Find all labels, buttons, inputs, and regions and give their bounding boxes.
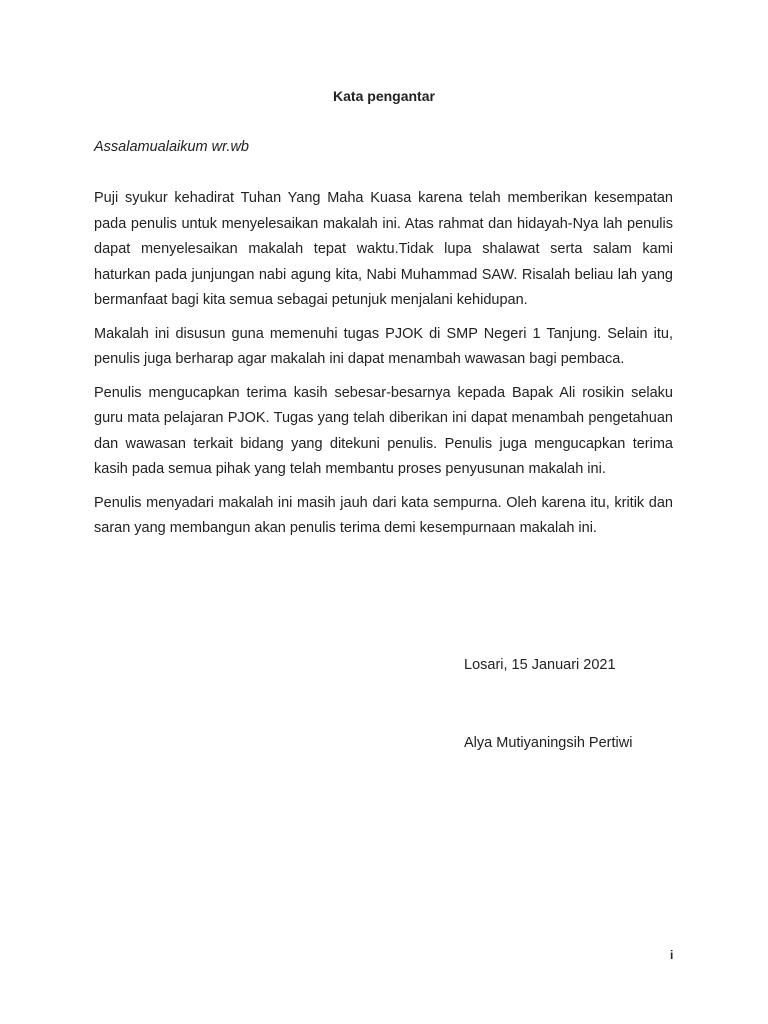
author-name: Alya Mutiyaningsih Pertiwi [464,735,633,751]
paragraph-2: Makalah ini disusun guna memenuhi tugas PJOK di SMP Negeri 1 Tanjung. Selain itu, penulis juga berharap agar makalah ini dapat menambah wawasan bagi pembaca. [94,325,673,367]
body-text [94,186,673,550]
paragraph-4: Penulis menyadari makalah ini masih jauh dari kata sempurna. Oleh karena itu, kritik dan saran yang membangun akan penulis terima demi kesempurnaan makalah ini. [94,494,673,536]
greeting-text: Assalamualaikum wr.wb [94,139,249,155]
place-date: Losari, 15 Januari 2021 [464,657,616,673]
page-number: i [670,948,674,962]
paragraph-3: Penulis mengucapkan terima kasih sebesar-besarnya kepada Bapak Ali rosikin selaku guru mata pelajaran PJOK. Tugas yang telah diberikan ini dapat menambah pengetahuan dan wawasan terkait bidang yang ditekuni penulis. Penulis juga mengucapkan terima kasih pada semua pihak yang telah membantu proses penyusunan makalah ini. [94,384,673,477]
document-title: Kata pengantar [333,88,435,104]
paragraph-1: Puji syukur kehadirat Tuhan Yang Maha Kuasa karena telah memberikan kesempatan pada penulis untuk menyelesaikan makalah ini. Atas rahmat dan hidayah-Nya lah penulis dapat menyelesaikan makalah tepat waktu.Tidak lupa shalawat serta salam kami haturkan pada junjungan nabi agung kita, Nabi Muhammad SAW. Risalah beliau lah yang bermanfaat bagi kita semua sebagai petunjuk menjalani kehidupan. [94,190,673,308]
